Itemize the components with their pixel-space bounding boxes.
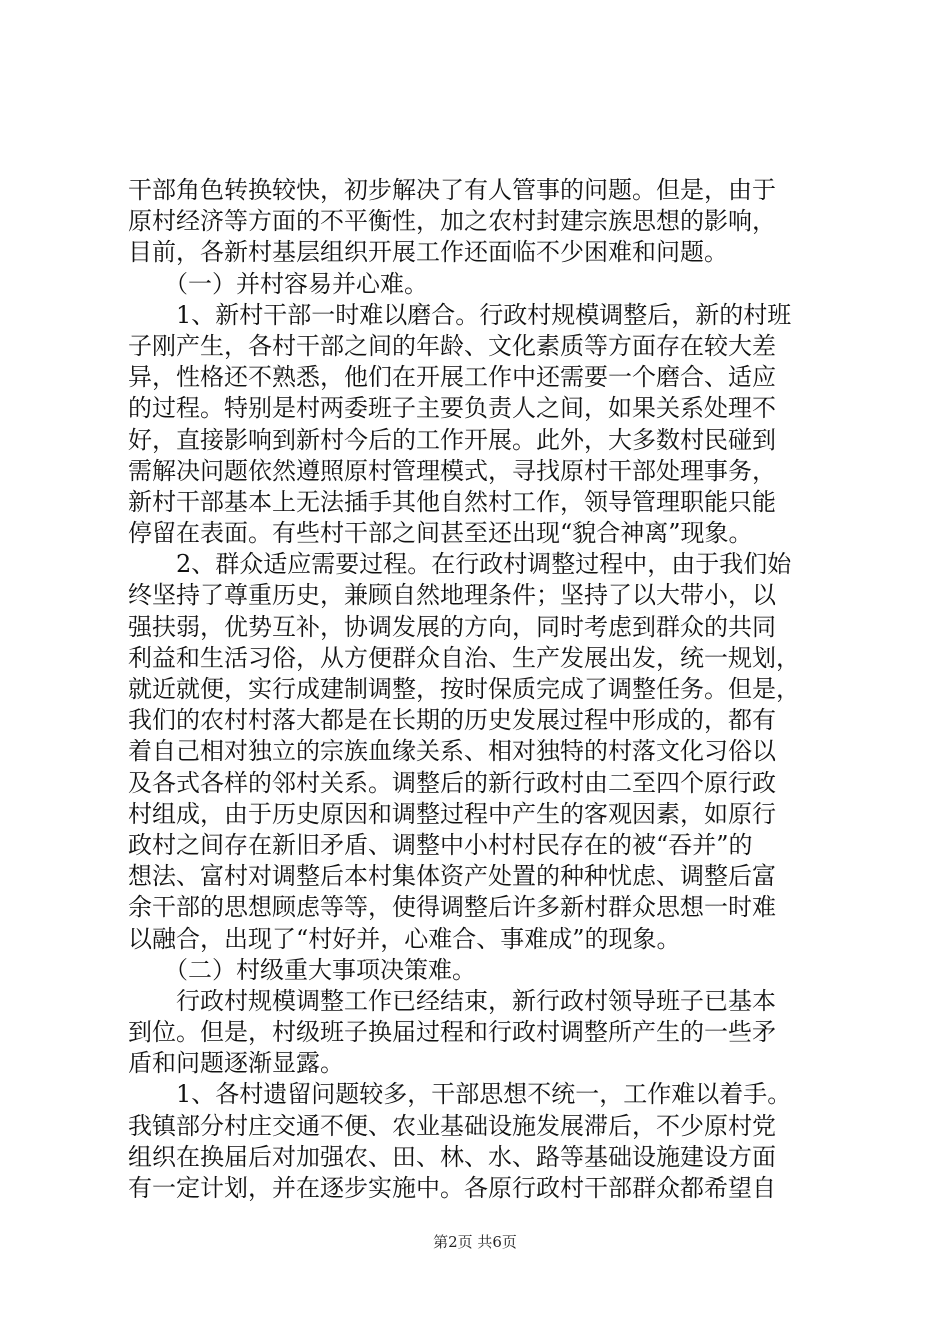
text-line: 停留在表面。有些村干部之间甚至还出现“貌合神离”现象。 — [128, 519, 753, 548]
text-line: 及各式各样的邻村关系。调整后的新行政村由二至四个原行政 — [128, 768, 776, 797]
text-line: 原村经济等方面的不平衡性，加之农村封建宗族思想的影响， — [128, 207, 776, 236]
text-line: 干部角色转换较快，初步解决了有人管事的问题。但是，由于 — [128, 176, 776, 204]
text-line: 的过程。特别是村两委班子主要负责人之间，如果关系处理不 — [128, 394, 776, 423]
text-line: 需解决问题依然遵照原村管理模式，寻找原村干部处理事务， — [128, 456, 776, 485]
text-line: 终坚持了尊重历史，兼顾自然地理条件；坚持了以大带小，以 — [128, 581, 776, 610]
page-number-footer: 第2页 共6页 — [433, 1233, 517, 1251]
text-line: 强扶弱，优势互补，协调发展的方向，同时考虑到群众的共同 — [128, 612, 776, 641]
text-line: 目前，各新村基层组织开展工作还面临不少困难和问题。 — [128, 238, 728, 267]
text-line: 2、群众适应需要过程。在行政村调整过程中，由于我们始 — [128, 550, 792, 579]
text-line: 以融合，出现了“村好并，心难合、事难成”的现象。 — [128, 924, 681, 953]
text-line: 我镇部分村庄交通不便、农业基础设施发展滞后，不少原村党 — [128, 1111, 776, 1140]
text-line: 新村干部基本上无法插手其他自然村工作，领导管理职能只能 — [128, 487, 776, 516]
text-line: 政村之间存在新旧矛盾、调整中小村村民存在的被“吞并”的 — [128, 830, 753, 859]
text-line: 余干部的思想顾虑等等，使得调整后许多新村群众思想一时难 — [128, 893, 776, 922]
text-line: 1、各村遗留问题较多，干部思想不统一，工作难以着手。 — [128, 1080, 792, 1109]
text-line: 异，性格还不熟悉，他们在开展工作中还需要一个磨合、适应 — [128, 363, 776, 392]
text-line: 行政村规模调整工作已经结束，新行政村领导班子已基本 — [128, 986, 776, 1015]
text-line: 想法、富村对调整后本村集体资产处置的种种忧虑、调整后富 — [128, 862, 776, 891]
text-line: 子刚产生，各村干部之间的年龄、文化素质等方面存在较大差 — [128, 331, 776, 360]
text-line: 盾和问题逐渐显露。 — [128, 1049, 344, 1078]
section-heading: （一）并村容易并心难。 — [128, 269, 428, 298]
text-line: 组织在换届后对加强农、田、林、水、路等基础设施建设方面 — [128, 1142, 776, 1171]
text-line: 利益和生活习俗，从方便群众自治、生产发展出发，统一规划， — [128, 643, 800, 672]
text-line: 我们的农村村落大都是在长期的历史发展过程中形成的，都有 — [128, 706, 776, 735]
text-line: 就近就便，实行成建制调整，按时保质完成了调整任务。但是， — [128, 675, 800, 703]
text-line: 好，直接影响到新村今后的工作开展。此外，大多数村民碰到 — [128, 425, 776, 454]
text-line: 到位。但是，村级班子换届过程和行政村调整所产生的一些矛 — [128, 1018, 776, 1047]
text-line: 有一定计划，并在逐步实施中。各原行政村干部群众都希望自 — [128, 1174, 776, 1202]
text-line: 着自己相对独立的宗族血缘关系、相对独特的村落文化习俗以 — [128, 737, 776, 766]
text-line: 村组成，由于历史原因和调整过程中产生的客观因素，如原行 — [128, 799, 776, 828]
document-body — [128, 175, 834, 1204]
section-heading: （二）村级重大事项决策难。 — [128, 955, 476, 984]
text-line: 1、新村干部一时难以磨合。行政村规模调整后，新的村班 — [128, 300, 792, 329]
